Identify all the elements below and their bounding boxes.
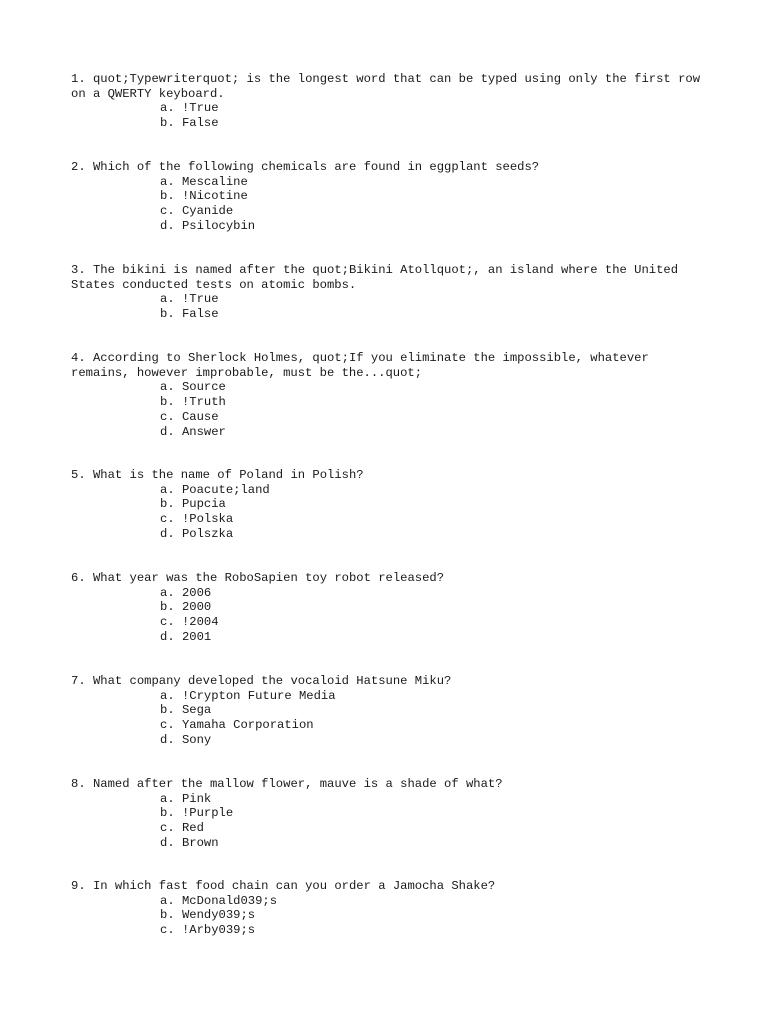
option-text: !Polska bbox=[181, 512, 234, 527]
answer-option bbox=[160, 380, 711, 395]
option-letter: b. bbox=[160, 908, 175, 923]
option-text: Polszka bbox=[181, 526, 234, 541]
answer-option bbox=[160, 733, 711, 748]
option-text: False bbox=[181, 307, 219, 322]
option-text: !Purple bbox=[181, 806, 234, 821]
answer-option bbox=[160, 175, 711, 190]
question-9-options bbox=[71, 894, 711, 938]
option-text: !True bbox=[181, 292, 219, 307]
option-letter: d. bbox=[160, 629, 175, 644]
option-letter: a. bbox=[160, 893, 175, 908]
option-text: !Nicotine bbox=[181, 189, 248, 204]
option-text: Pink bbox=[181, 791, 212, 806]
answer-option bbox=[160, 219, 711, 234]
question-prompt: According to Sherlock Holmes, quot;If you eliminate the impossible, whatever remains, however improbable, must be the...quot; bbox=[71, 351, 657, 380]
answer-option bbox=[160, 410, 711, 425]
answer-option bbox=[160, 836, 711, 851]
question-4-options bbox=[71, 380, 711, 439]
option-text: Psilocybin bbox=[181, 218, 256, 233]
answer-option bbox=[160, 395, 711, 410]
option-text: Sony bbox=[181, 732, 212, 747]
option-letter: b. bbox=[160, 703, 175, 718]
question-number: 2. bbox=[71, 160, 86, 174]
answer-option bbox=[160, 703, 711, 718]
question-number: 6. bbox=[71, 571, 86, 585]
question-3-options bbox=[71, 292, 711, 321]
question-5 bbox=[71, 468, 711, 542]
question-number: 9. bbox=[71, 879, 86, 893]
answer-option bbox=[160, 189, 711, 204]
answer-option bbox=[160, 806, 711, 821]
question-prompt: Named after the mallow flower, mauve is a shade of what? bbox=[92, 777, 503, 791]
option-text: 2001 bbox=[181, 629, 212, 644]
question-8-text bbox=[71, 777, 711, 792]
question-8 bbox=[71, 777, 711, 851]
option-letter: c. bbox=[160, 718, 175, 733]
question-number: 4. bbox=[71, 351, 86, 365]
question-1-options bbox=[71, 101, 711, 130]
question-1 bbox=[71, 72, 711, 131]
option-letter: d. bbox=[160, 732, 175, 747]
answer-option bbox=[160, 600, 711, 615]
option-text: Yamaha Corporation bbox=[181, 718, 314, 733]
option-letter: b. bbox=[160, 116, 175, 131]
answer-option bbox=[160, 792, 711, 807]
option-text: False bbox=[181, 116, 219, 131]
answer-option bbox=[160, 615, 711, 630]
option-letter: a. bbox=[160, 482, 175, 497]
question-6-text bbox=[71, 571, 711, 586]
question-number: 1. bbox=[71, 72, 86, 86]
answer-option bbox=[160, 527, 711, 542]
answer-option bbox=[160, 512, 711, 527]
question-2-text bbox=[71, 160, 711, 175]
option-text: Cyanide bbox=[181, 204, 234, 219]
option-text: Red bbox=[181, 821, 204, 836]
option-text: Answer bbox=[181, 424, 226, 439]
option-letter: c. bbox=[160, 512, 175, 527]
answer-option bbox=[160, 307, 711, 322]
question-2-options bbox=[71, 175, 711, 234]
option-letter: c. bbox=[160, 615, 175, 630]
question-3-text bbox=[71, 263, 711, 292]
question-7-options bbox=[71, 689, 711, 748]
question-number: 8. bbox=[71, 777, 86, 791]
question-5-options bbox=[71, 483, 711, 542]
option-letter: c. bbox=[160, 204, 175, 219]
answer-option bbox=[160, 425, 711, 440]
option-text: Pupcia bbox=[181, 497, 226, 512]
option-letter: c. bbox=[160, 923, 175, 938]
option-text: !True bbox=[181, 101, 219, 116]
question-5-text bbox=[71, 468, 711, 483]
question-7 bbox=[71, 674, 711, 748]
option-letter: a. bbox=[160, 585, 175, 600]
answer-option bbox=[160, 586, 711, 601]
option-text: McDonald039;s bbox=[181, 893, 278, 908]
question-8-options bbox=[71, 792, 711, 851]
answer-option bbox=[160, 483, 711, 498]
question-number: 5. bbox=[71, 468, 86, 482]
answer-option bbox=[160, 101, 711, 116]
answer-option bbox=[160, 497, 711, 512]
question-prompt: The bikini is named after the quot;Bikini Atollquot;, an island where the United States conducted tests on atomic bombs. bbox=[71, 263, 686, 292]
answer-option bbox=[160, 718, 711, 733]
option-letter: b. bbox=[160, 395, 175, 410]
option-text: Cause bbox=[181, 409, 219, 424]
option-letter: a. bbox=[160, 292, 175, 307]
question-9-text bbox=[71, 879, 711, 894]
answer-option bbox=[160, 908, 711, 923]
option-letter: c. bbox=[160, 409, 175, 424]
question-2 bbox=[71, 160, 711, 234]
question-7-text bbox=[71, 674, 711, 689]
option-letter: a. bbox=[160, 791, 175, 806]
answer-option bbox=[160, 630, 711, 645]
question-prompt: What year was the RoboSapien toy robot released? bbox=[92, 571, 445, 585]
question-number: 7. bbox=[71, 674, 86, 688]
answer-option bbox=[160, 894, 711, 909]
question-6 bbox=[71, 571, 711, 645]
question-prompt: What company developed the vocaloid Hatsune Miku? bbox=[92, 674, 452, 688]
option-letter: d. bbox=[160, 218, 175, 233]
option-text: 2000 bbox=[181, 600, 212, 615]
answer-option bbox=[160, 204, 711, 219]
option-letter: d. bbox=[160, 424, 175, 439]
question-prompt: In which fast food chain can you order a Jamocha Shake? bbox=[92, 879, 496, 893]
option-text: Poacute;land bbox=[181, 482, 270, 497]
option-letter: d. bbox=[160, 526, 175, 541]
question-prompt: quot;Typewriterquot; is the longest word that can be typed using only the first row on a QWERTY keyboard. bbox=[71, 72, 708, 101]
question-4-text bbox=[71, 351, 711, 380]
option-text: Mescaline bbox=[181, 174, 248, 189]
option-text: Source bbox=[181, 380, 226, 395]
question-6-options bbox=[71, 586, 711, 645]
answer-option bbox=[160, 116, 711, 131]
option-text: !Truth bbox=[181, 395, 226, 410]
question-3 bbox=[71, 263, 711, 322]
option-text: !2004 bbox=[181, 615, 219, 630]
option-text: Brown bbox=[181, 835, 219, 850]
option-letter: a. bbox=[160, 174, 175, 189]
option-text: !Crypton Future Media bbox=[181, 688, 336, 703]
option-text: Sega bbox=[181, 703, 212, 718]
option-letter: a. bbox=[160, 688, 175, 703]
option-letter: c. bbox=[160, 821, 175, 836]
option-letter: d. bbox=[160, 835, 175, 850]
option-letter: b. bbox=[160, 600, 175, 615]
question-number: 3. bbox=[71, 263, 86, 277]
question-9 bbox=[71, 879, 711, 938]
question-1-text bbox=[71, 72, 711, 101]
option-letter: b. bbox=[160, 307, 175, 322]
answer-option bbox=[160, 292, 711, 307]
question-prompt: Which of the following chemicals are found in eggplant seeds? bbox=[92, 160, 540, 174]
question-prompt: What is the name of Poland in Polish? bbox=[92, 468, 364, 482]
option-letter: b. bbox=[160, 497, 175, 512]
option-letter: a. bbox=[160, 101, 175, 116]
option-text: 2006 bbox=[181, 585, 212, 600]
option-text: Wendy039;s bbox=[181, 908, 256, 923]
option-letter: b. bbox=[160, 806, 175, 821]
answer-option bbox=[160, 923, 711, 938]
option-letter: b. bbox=[160, 189, 175, 204]
question-4 bbox=[71, 351, 711, 439]
option-letter: a. bbox=[160, 380, 175, 395]
answer-option bbox=[160, 689, 711, 704]
option-text: !Arby039;s bbox=[181, 923, 256, 938]
answer-option bbox=[160, 821, 711, 836]
